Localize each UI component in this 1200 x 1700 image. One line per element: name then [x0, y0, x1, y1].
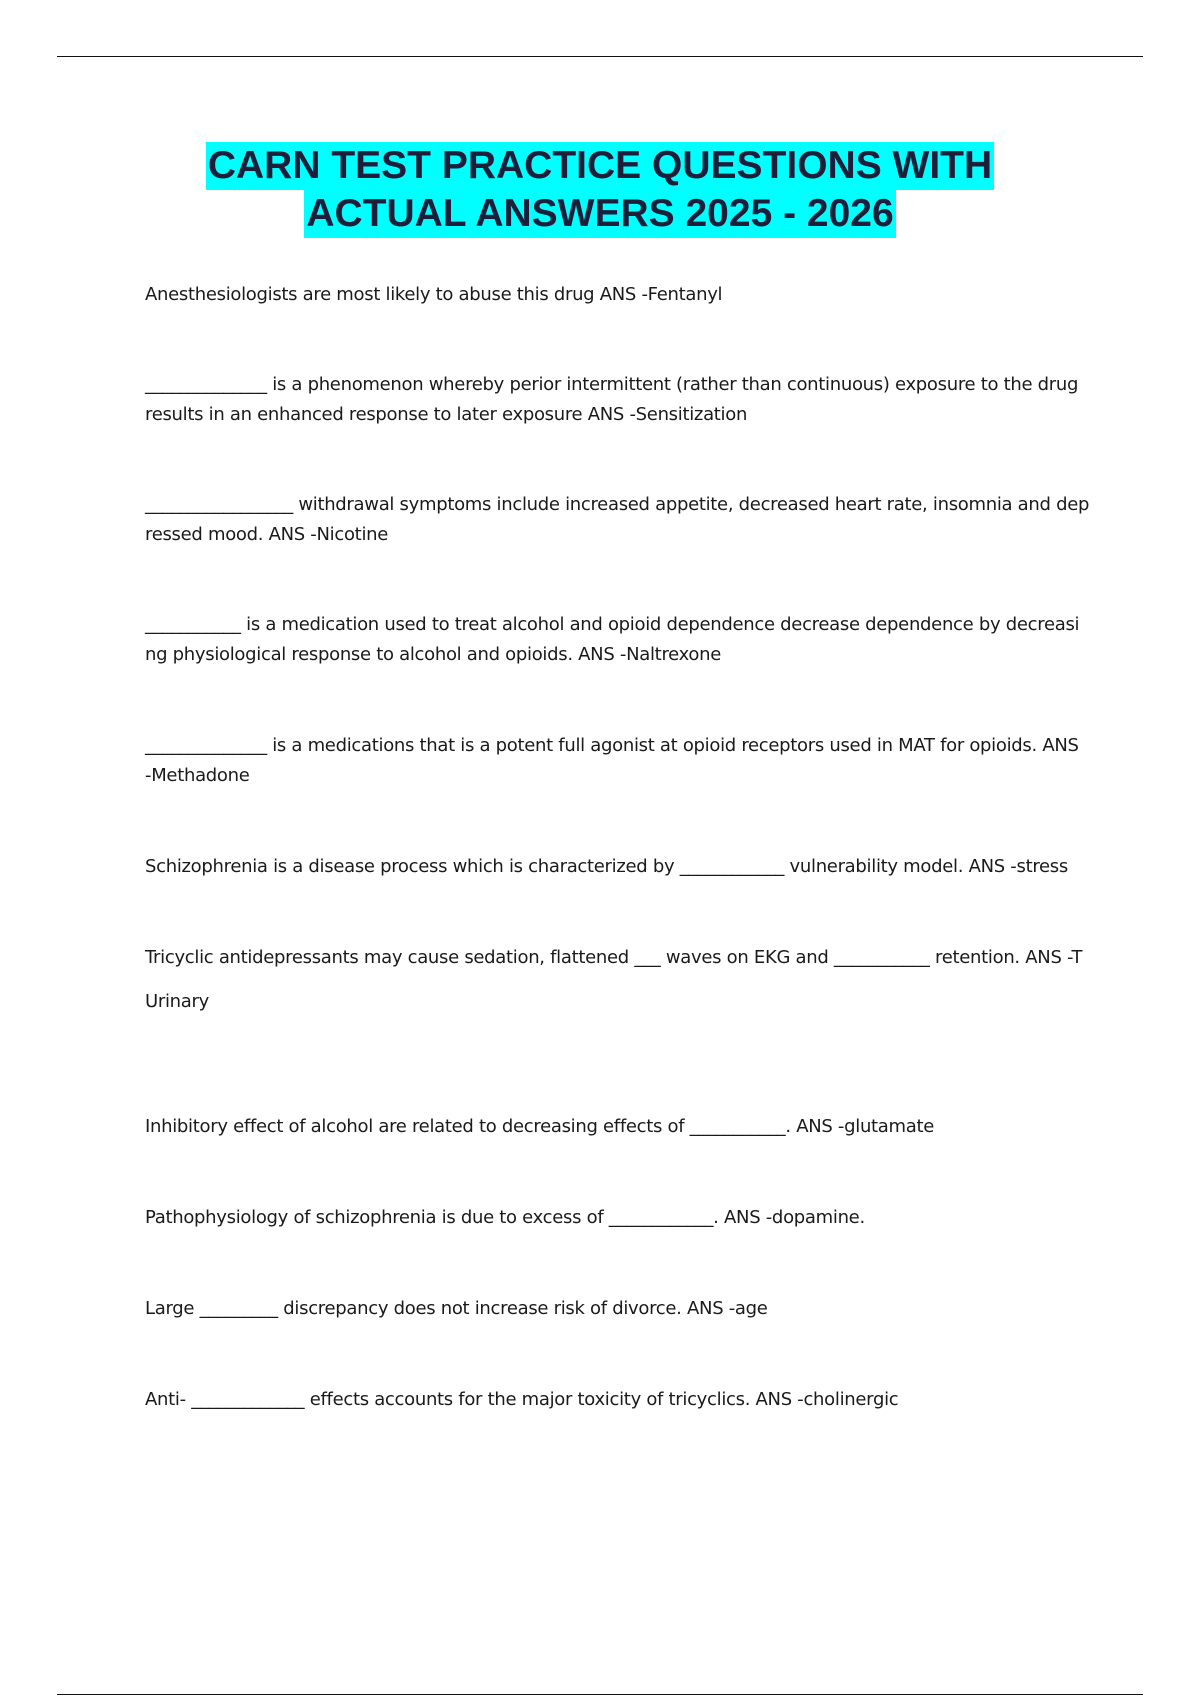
- title-line-2: ACTUAL ANSWERS 2025 - 2026: [304, 190, 895, 238]
- qa-item-4: ___________ is a medication used to treat alcohol and opioid dependence decrease dependence by decreasing physiological response to alcohol and opioids. ANS -Naltrexone: [145, 614, 1080, 665]
- qa-item-10: Large _________ discrepancy does not increase risk of divorce. ANS -age: [145, 1298, 768, 1319]
- qa-item-6: Schizophrenia is a disease process which is characterized by ____________ vulnerability model. ANS -stress: [145, 856, 1068, 877]
- qa-item-1: Anesthesiologists are most likely to abuse this drug ANS -Fentanyl: [145, 284, 723, 305]
- top-rule: [57, 56, 1143, 57]
- bottom-rule: [57, 1694, 1143, 1695]
- qa-item-11: Anti- _____________ effects accounts for the major toxicity of tricyclics. ANS -cholinergic: [145, 1389, 899, 1410]
- qa-item-7-extra: Urinary: [145, 991, 209, 1012]
- qa-item-2: ______________ is a phenomenon whereby perior intermittent (rather than continuous) exposure to the drug results in an enhanced response to later exposure ANS -Sensitization: [145, 374, 1079, 425]
- qa-item-9: Pathophysiology of schizophrenia is due to excess of ____________. ANS -dopamine.: [145, 1207, 865, 1228]
- qa-item-5: ______________ is a medications that is a potent full agonist at opioid receptors used in MAT for opioids. ANS -Methadone: [145, 735, 1079, 786]
- qa-item-7: [145, 943, 1090, 1017]
- document-title: [0, 142, 1200, 238]
- qa-item-8: Inhibitory effect of alcohol are related to decreasing effects of ___________. ANS -glutamate: [145, 1116, 935, 1137]
- qa-item-3: _________________ withdrawal symptoms include increased appetite, decreased heart rate, insomnia and depressed mood. ANS -Nicotine: [145, 494, 1090, 545]
- qa-item-7-text: Tricyclic antidepressants may cause sedation, flattened ___ waves on EKG and ___________ retention. ANS -T: [145, 947, 1083, 968]
- title-line-1: CARN TEST PRACTICE QUESTIONS WITH: [206, 142, 994, 190]
